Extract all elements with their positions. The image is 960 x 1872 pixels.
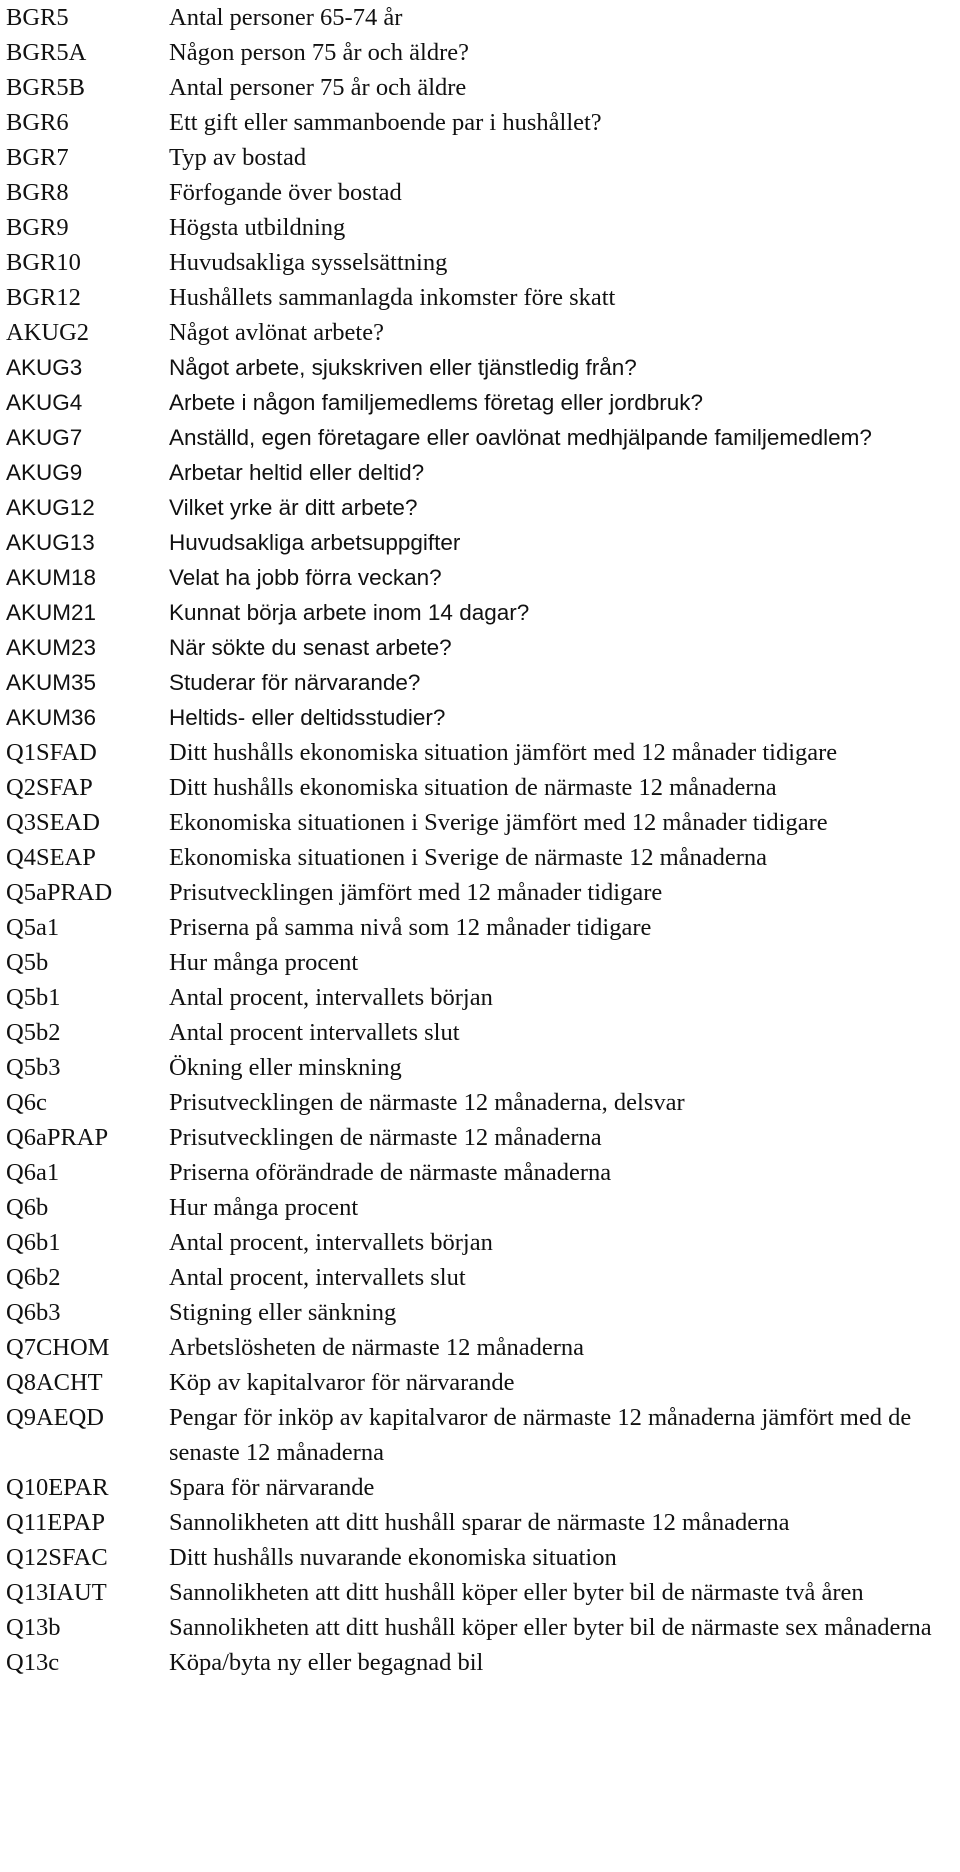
variable-label: Priserna på samma nivå som 12 månader tidigare (169, 914, 652, 941)
variable-row (6, 1470, 956, 1505)
variable-code: Q8ACHT (6, 1369, 103, 1396)
variable-row (6, 1050, 956, 1085)
variable-code: AKUG3 (6, 355, 83, 380)
variable-label: Ditt hushålls nuvarande ekonomiska situation (169, 1544, 617, 1571)
variable-row (6, 105, 956, 140)
variable-label: Ett gift eller sammanboende par i hushållet? (169, 109, 602, 136)
variable-label: Typ av bostad (169, 144, 307, 171)
variable-row (6, 175, 956, 210)
variable-row (6, 735, 956, 770)
variable-row (6, 630, 956, 665)
variable-code: AKUM35 (6, 670, 97, 695)
variable-code: Q6b2 (6, 1264, 61, 1291)
variable-code: BGR7 (6, 144, 69, 171)
variable-code: Q6b3 (6, 1299, 61, 1326)
variable-row (6, 945, 956, 980)
variable-row (6, 665, 956, 700)
variable-code: Q11EPAP (6, 1509, 105, 1536)
variable-code: AKUG13 (6, 530, 95, 555)
variable-code: BGR10 (6, 249, 81, 276)
variable-code: Q5b2 (6, 1019, 61, 1046)
variable-label: Antal procent, intervallets slut (169, 1264, 466, 1291)
variable-row (6, 1190, 956, 1225)
variable-code: Q5b1 (6, 984, 61, 1011)
variable-row (6, 805, 956, 840)
variable-row (6, 1610, 956, 1645)
variable-label: Hur många procent (169, 949, 359, 976)
variable-row (6, 455, 956, 490)
variable-code: AKUM21 (6, 600, 97, 625)
variable-code: Q10EPAR (6, 1474, 109, 1501)
variable-label: Spara för närvarande (169, 1474, 375, 1501)
variable-label: Heltids- eller deltidsstudier? (169, 705, 446, 730)
variable-row (6, 1120, 956, 1155)
variable-code: Q5a1 (6, 914, 60, 941)
variable-code: Q6a1 (6, 1159, 60, 1186)
variable-code: Q5aPRAD (6, 879, 113, 906)
variable-label: Huvudsakliga sysselsättning (169, 249, 448, 276)
variable-label: Studerar för närvarande? (169, 670, 421, 695)
variable-row (6, 700, 956, 735)
variable-label: När sökte du senast arbete? (169, 635, 452, 660)
variable-code: Q13b (6, 1614, 61, 1641)
variable-code: Q2SFAP (6, 774, 93, 801)
variable-row (6, 1575, 956, 1610)
variable-label: Antal personer 75 år och äldre (169, 74, 467, 101)
variable-label: Något arbete, sjukskriven eller tjänstledig från? (169, 355, 637, 380)
variable-code: Q5b (6, 949, 49, 976)
variable-row (6, 315, 956, 350)
variable-label: Prisutvecklingen de närmaste 12 månaderna (169, 1124, 602, 1151)
variable-code: AKUG2 (6, 319, 90, 346)
variable-row (6, 595, 956, 630)
variable-label: Köp av kapitalvaror för närvarande (169, 1369, 515, 1396)
variable-code: Q9AEQD (6, 1404, 104, 1431)
variable-row (6, 1505, 956, 1540)
variable-row (6, 420, 956, 455)
variable-row (6, 490, 956, 525)
variable-code: BGR5B (6, 74, 85, 101)
variable-label: Prisutvecklingen jämfört med 12 månader tidigare (169, 879, 663, 906)
variable-code: Q6b (6, 1194, 49, 1221)
variable-row (6, 1400, 956, 1470)
variable-label: Arbete i någon familjemedlems företag eller jordbruk? (169, 390, 704, 415)
variable-label: Antal procent, intervallets början (169, 1229, 493, 1256)
variable-row (6, 280, 956, 315)
variable-code: Q13IAUT (6, 1579, 107, 1606)
variable-label: Ekonomiska situationen i Sverige de närmaste 12 månaderna (169, 844, 768, 871)
variable-row (6, 35, 956, 70)
variable-row (6, 245, 956, 280)
variable-label: Pengar för inköp av kapitalvaror de närmaste 12 månaderna jämfört med de senaste 12 månaderna (169, 1404, 912, 1466)
variable-row (6, 210, 956, 245)
variable-code: AKUM23 (6, 635, 97, 660)
variable-row (6, 140, 956, 175)
variable-row (6, 350, 956, 385)
variable-code: AKUM36 (6, 705, 97, 730)
variable-list (6, 0, 956, 1680)
variable-code: Q6aPRAP (6, 1124, 109, 1151)
variable-row (6, 980, 956, 1015)
variable-label: Hushållets sammanlagda inkomster före skatt (169, 284, 616, 311)
variable-label: Ditt hushålls ekonomiska situation de närmaste 12 månaderna (169, 774, 777, 801)
variable-row (6, 1085, 956, 1120)
variable-label: Antal procent, intervallets början (169, 984, 493, 1011)
variable-code: Q6c (6, 1089, 47, 1116)
variable-label: Förfogande över bostad (169, 179, 402, 206)
variable-code: Q3SEAD (6, 809, 100, 836)
variable-row (6, 1365, 956, 1400)
variable-label: Sannolikheten att ditt hushåll köper eller byter bil de närmaste sex månaderna (169, 1614, 932, 1641)
variable-label: Antal procent intervallets slut (169, 1019, 460, 1046)
variable-row (6, 1155, 956, 1190)
variable-code: Q4SEAP (6, 844, 96, 871)
variable-code: BGR9 (6, 214, 69, 241)
variable-label: Sannolikheten att ditt hushåll sparar de närmaste 12 månaderna (169, 1509, 790, 1536)
variable-label: Köpa/byta ny eller begagnad bil (169, 1649, 484, 1676)
variable-code: Q13c (6, 1649, 60, 1676)
variable-row (6, 1225, 956, 1260)
variable-row (6, 910, 956, 945)
variable-label: Något avlönat arbete? (169, 319, 384, 346)
variable-code: Q7CHOM (6, 1334, 110, 1361)
variable-code: AKUG7 (6, 425, 83, 450)
variable-row (6, 1015, 956, 1050)
variable-label: Huvudsakliga arbetsuppgifter (169, 530, 461, 555)
variable-label: Arbetslösheten de närmaste 12 månaderna (169, 1334, 584, 1361)
variable-code: BGR8 (6, 179, 69, 206)
variable-label: Stigning eller sänkning (169, 1299, 397, 1326)
variable-code: Q5b3 (6, 1054, 61, 1081)
variable-label: Hur många procent (169, 1194, 359, 1221)
variable-label: Ekonomiska situationen i Sverige jämfört med 12 månader tidigare (169, 809, 828, 836)
variable-row (6, 0, 956, 35)
variable-row (6, 770, 956, 805)
variable-row (6, 1330, 956, 1365)
variable-label: Ökning eller minskning (169, 1054, 402, 1081)
variable-label: Kunnat börja arbete inom 14 dagar? (169, 600, 530, 625)
variable-label: Anställd, egen företagare eller oavlönat medhjälpande familjemedlem? (169, 425, 872, 450)
variable-code: Q12SFAC (6, 1544, 108, 1571)
variable-code: AKUG4 (6, 390, 83, 415)
variable-label: Prisutvecklingen de närmaste 12 månaderna, delsvar (169, 1089, 685, 1116)
variable-row (6, 875, 956, 910)
variable-row (6, 1645, 956, 1680)
variable-row (6, 1540, 956, 1575)
variable-row (6, 385, 956, 420)
variable-label: Vilket yrke är ditt arbete? (169, 495, 418, 520)
variable-label: Arbetar heltid eller deltid? (169, 460, 425, 485)
variable-row (6, 560, 956, 595)
variable-label: Sannolikheten att ditt hushåll köper eller byter bil de närmaste två åren (169, 1579, 864, 1606)
variable-label: Högsta utbildning (169, 214, 346, 241)
variable-row (6, 70, 956, 105)
variable-code: AKUG9 (6, 460, 83, 485)
variable-label: Priserna oförändrade de närmaste månaderna (169, 1159, 612, 1186)
variable-code: BGR12 (6, 284, 81, 311)
variable-code: BGR5 (6, 4, 69, 31)
variable-code: BGR6 (6, 109, 69, 136)
variable-code: Q6b1 (6, 1229, 61, 1256)
variable-row (6, 1260, 956, 1295)
variable-label: Antal personer 65-74 år (169, 4, 403, 31)
variable-code: AKUG12 (6, 495, 95, 520)
variable-code: BGR5A (6, 39, 87, 66)
variable-row (6, 840, 956, 875)
variable-code: AKUM18 (6, 565, 97, 590)
variable-code: Q1SFAD (6, 739, 97, 766)
variable-row (6, 525, 956, 560)
variable-label: Någon person 75 år och äldre? (169, 39, 470, 66)
variable-label: Velat ha jobb förra veckan? (169, 565, 442, 590)
variable-label: Ditt hushålls ekonomiska situation jämfört med 12 månader tidigare (169, 739, 838, 766)
variable-row (6, 1295, 956, 1330)
